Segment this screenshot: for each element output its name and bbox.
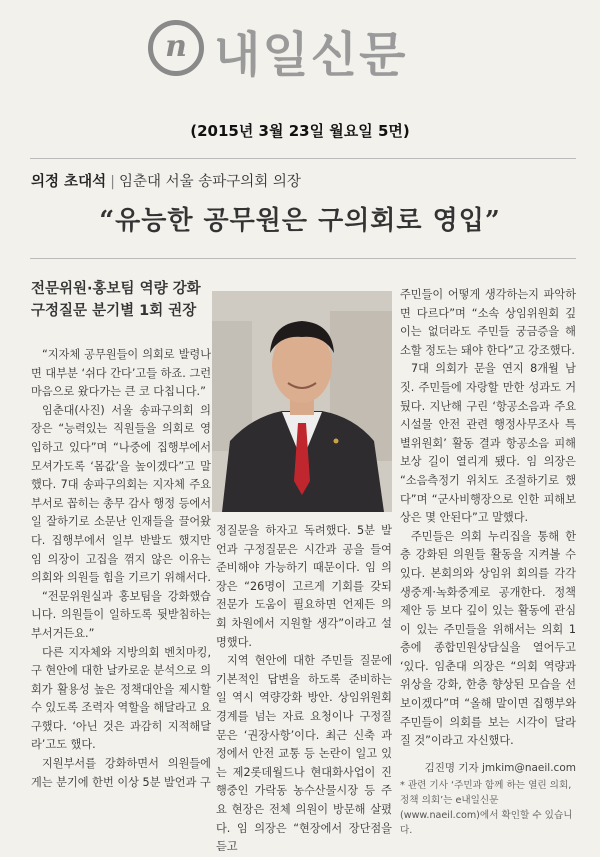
paragraph: 임춘대(사진) 서울 송파구의회 의장은 “능력있는 직원들을 의회로 영입하고 있다”며 “나중에 집행부에서 모셔가도록 ‘몸값’을 높이겠다”고 말했다. 7대 송파구의회는 지자체 주요부서로 꼽히는 총무 감사 행정 등에서 일 잘하기로 소문난 인재들을 끌어왔다. 집행부에서 일부 반발도 했지만 임 의장이 고집을 꺾지 않은 이유는 의회와 의원들 힘을 기르기 위해서다. — [31, 403, 211, 585]
interviewee-photo — [212, 291, 392, 512]
paragraph: 다른 지자체와 지방의회 벤치마킹, 구 현안에 대한 날카로운 분석으로 의회가 활용성 높은 정책대안을 제시할 수 있도록 조력자 역할을 해달라고 요구했다. ‘아닌 것은 과감히 지적해달라’고도 했다. — [31, 645, 211, 752]
kicker-subject: 임춘대 서울 송파구의회 의장 — [118, 174, 301, 190]
paragraph: 주민들은 의회 누리집을 통해 한층 강화된 의원들 활동을 지켜볼 수 있다. 본회의와 상임위 회의를 각각 생중계·녹화중계로 공개한다. 정책제안 등 보다 깊이 있는 활동에 관심이 있는 주민들을 위해서는 의회 1층에 종합민원상담실을 열어두고 ‘있다. 임춘대 의장은 “의회 역량과 위상을 강화, 한층 향상된 모습을 선보이겠다”며 “올해 말이면 집행부와 주민들이 의회를 보는 시각이 달라질 것”이라고 자신했다. — [400, 529, 576, 748]
reporter-byline: 김진명 기자 jmkim@naeil.com — [424, 762, 576, 774]
newspaper-logo-icon: n — [148, 20, 204, 76]
portrait-illustration — [212, 291, 392, 512]
article-column-3 — [400, 286, 576, 751]
paragraph: 주민들이 어떻게 생각하는지 파악하면 다르다”며 “소속 상임위원회 깊이는 없더라도 주민들 궁금증을 해소할 정도는 돼야 한다”고 강조했다. — [400, 288, 576, 357]
paragraph: “전문위원실과 홍보팀을 강화했습니다. 의원들이 일하도록 뒷받침하는 부서거든요.” — [31, 589, 211, 640]
paragraph: 7대 의회가 문을 연지 8개월 남짓. 주민들에 자랑할 만한 성과도 거뒀다. 지난해 구린 ‘항공소음과 주요 시설물 안전 관련 행정사무조사 특별위원회’ 활동 결과 항공소음 피해보상 길이 열리게 됐다. 임 의장은 “소음측정기 위치도 조절하기로 했다”며 “군사비행장으로 인한 피해보상은 몇 안된다”고 말했다. — [400, 362, 576, 525]
article-subheadline — [31, 278, 221, 322]
newspaper-logo-text: 내일신문 — [214, 27, 408, 83]
related-article-note: * 관련 기사 ‘주민과 함께 하는 열린 의회, 정책 의회’는 e내일신문(www.naeil.com)에서 확인할 수 있습니다. — [400, 780, 573, 836]
kicker-section: 의정 초대석 — [31, 174, 107, 190]
paragraph: “지자체 공무원들이 의회로 발령나면 대부분 ‘쉬다 간다’고들 하죠. 그런 마음으로 왔다가는 큰 코 다칩니다.” — [31, 348, 211, 399]
kicker-separator: | — [110, 174, 115, 190]
article-column-1 — [31, 346, 211, 792]
header-divider — [30, 158, 576, 159]
article-kicker — [31, 170, 301, 191]
article-headline: “유능한 공무원은 구의회로 영입” — [99, 206, 501, 236]
article-column-2 — [216, 522, 392, 857]
subheadline-line: 전문위원·홍보팀 역량 강화 — [31, 281, 201, 297]
paragraph: 지원부서를 강화하면서 의원들에게는 분기에 한번 이상 5분 발언과 구 — [31, 757, 211, 789]
paragraph: 지역 현안에 대한 주민들 질문에 기본적인 답변을 하도록 준비하는 일 역시 역량강화 방안. 상임위원회 경계를 넘는 자료 요청이나 구정질문은 ‘권장사항’이다. 최근 신축 과정에서 안전 교통 등 논란이 일고 있는 제2롯데월드나 현대화사업이 진행중인 가락동 농수산물시장 등 주요 현장은 전체 의원이 방문해 살폈다. 임 의장은 “현장에서 장단점을 듣고 — [216, 654, 392, 854]
headline-divider — [30, 258, 576, 259]
subheadline-line: 구정질문 분기별 1회 권장 — [31, 303, 197, 319]
paragraph: 정질문을 하자고 독려했다. 5분 발언과 구정질문은 시간과 공을 들여 준비해야 가능하기 때문이다. 임 의장은 “26명이 고르게 기회를 갖되 전문가 도움이 필요하면 언제든 의회 차원에서 지원할 생각”이라고 설명했다. — [216, 524, 392, 649]
publication-dateline: (2015년 3월 23일 월요일 5면) — [190, 122, 410, 140]
